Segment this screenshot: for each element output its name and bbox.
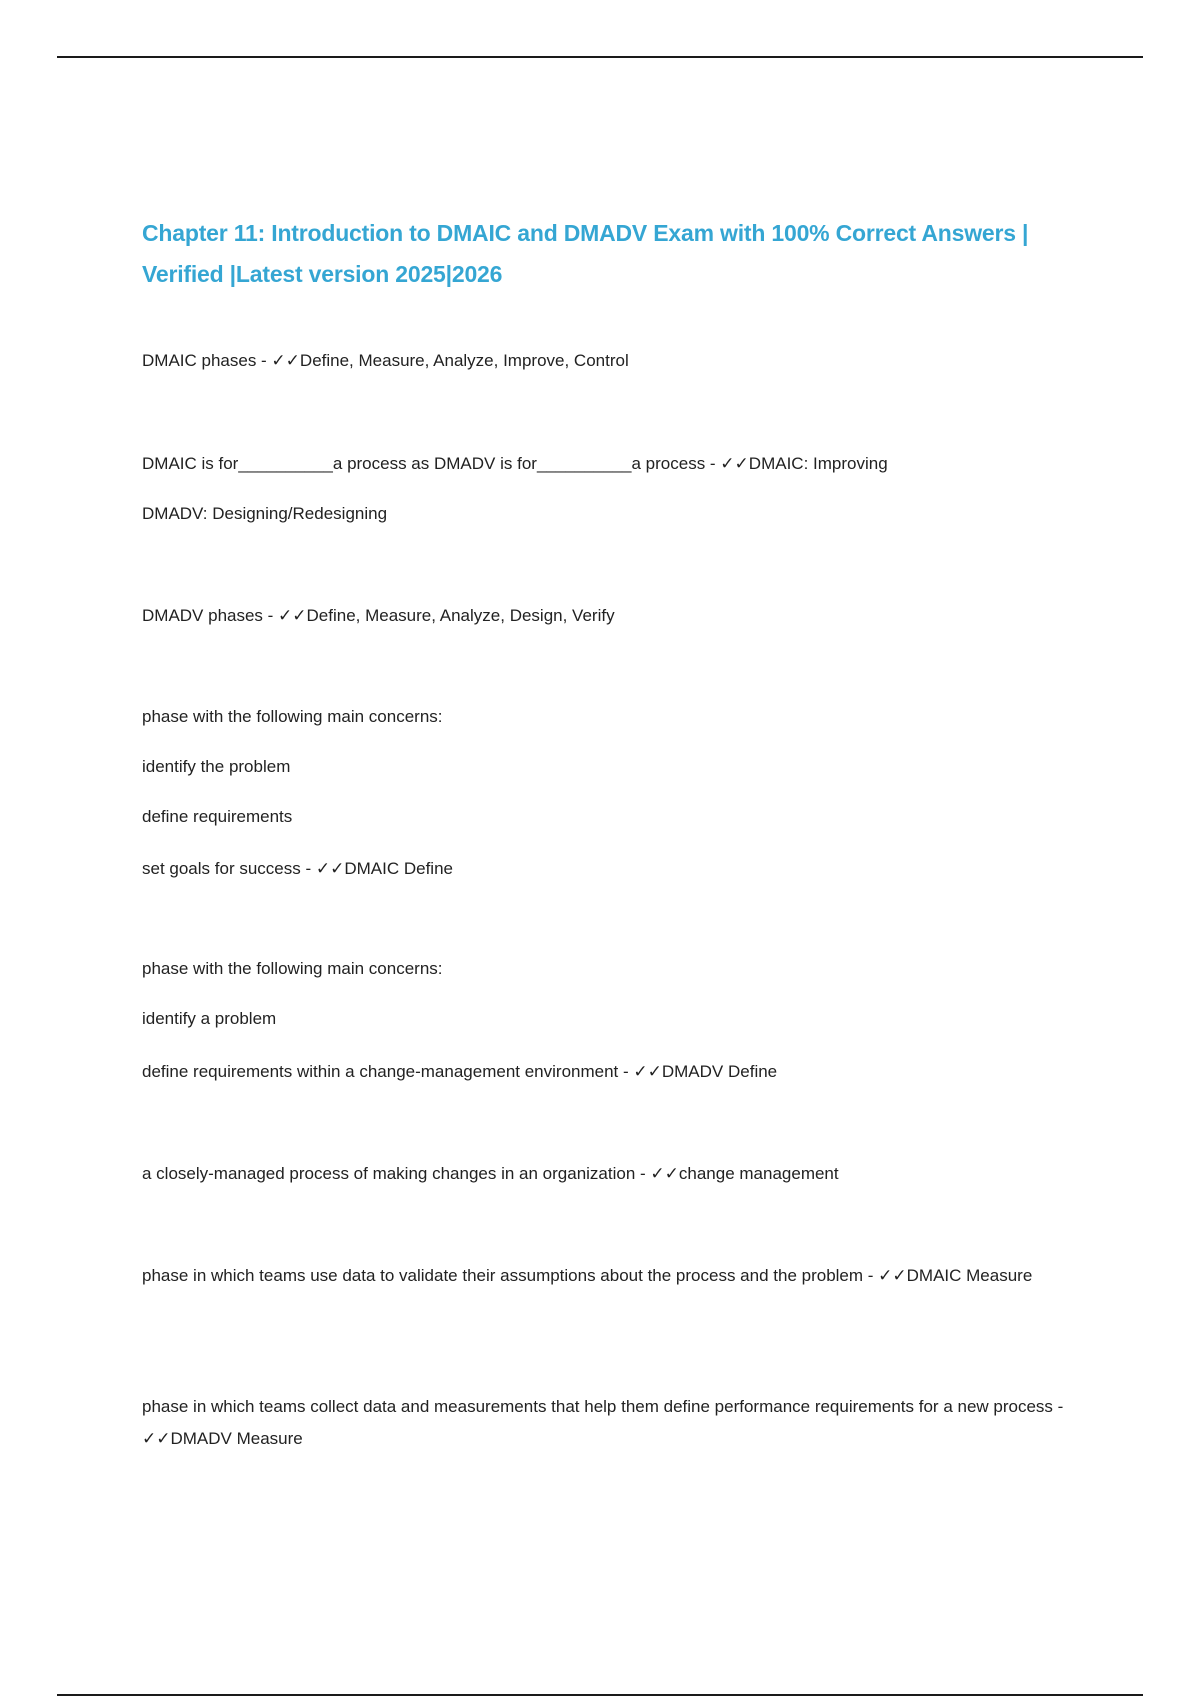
qa-line-concerns-heading-2: phase with the following main concerns:: [142, 959, 443, 978]
footer-rule: [57, 1694, 1143, 1696]
qa-line-define-requirements: define requirements: [142, 807, 293, 826]
qa-line-define-requirements-change: define requirements within a change-management environment - ✓✓DMADV Define: [142, 1062, 778, 1081]
qa-line-identify-a-problem: identify a problem: [142, 1009, 277, 1028]
qa-line-concerns-heading-1: phase with the following main concerns:: [142, 707, 443, 726]
qa-line-dmadv-phases: DMADV phases - ✓✓Define, Measure, Analyze, Design, Verify: [142, 606, 615, 625]
qa-line-dmaic-phases: DMAIC phases - ✓✓Define, Measure, Analyze, Improve, Control: [142, 351, 629, 370]
header-rule: [57, 56, 1143, 58]
qa-line-dmadv-designing: DMADV: Designing/Redesigning: [142, 504, 388, 523]
qa-line-change-management: a closely-managed process of making changes in an organization - ✓✓change management: [142, 1164, 839, 1183]
qa-line-identify-the-problem: identify the problem: [142, 757, 291, 776]
qa-line-dmaic-vs-dmadv: DMAIC is for__________a process as DMADV is for__________a process - ✓✓DMAIC: Improving: [142, 454, 888, 473]
document-title: Chapter 11: Introduction to DMAIC and DMADV Exam with 100% Correct Answers | Verified |Latest version 2025|2026: [142, 220, 1029, 287]
qa-line-dmaic-measure: phase in which teams use data to validate their assumptions about the process and the problem - ✓✓DMAIC Measure: [142, 1266, 1033, 1285]
qa-line-dmadv-measure: phase in which teams collect data and measurements that help them define performance requirements for a new process - ✓✓DMADV Measure: [142, 1397, 1064, 1448]
qa-line-set-goals: set goals for success - ✓✓DMAIC Define: [142, 859, 453, 878]
